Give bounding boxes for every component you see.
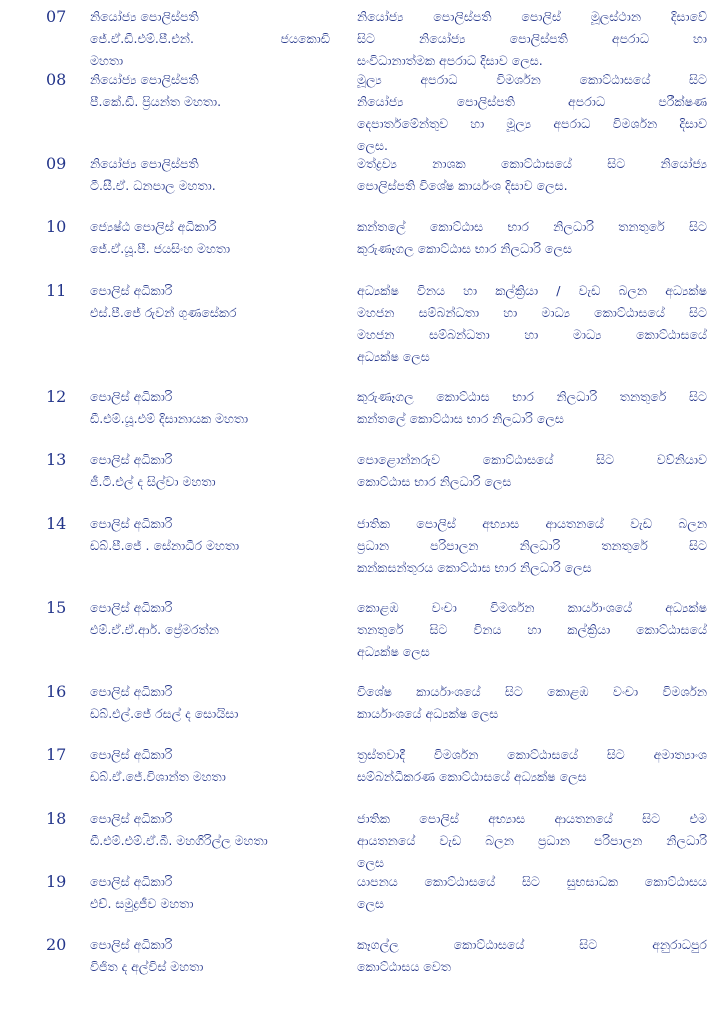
transfer-line: ලෙස xyxy=(357,896,385,911)
transfer-line: කාර්යාංශයේ අධ්‍යක්ෂ ලෙස xyxy=(357,706,499,721)
transfer-line: සම්බන්ධීකරණ කොට්ඨාසයේ අධ්‍යක්ෂ ලෙස xyxy=(357,769,587,784)
officer-name-part: ජයකොඩි xyxy=(280,31,330,46)
transfer-line: අධ්‍යක්ෂ ලෙස xyxy=(357,644,430,659)
officer-name: ඩී.එම්.එම්.ඒ.බී. මහගිරිල්ල මහතා xyxy=(90,833,268,848)
transfer-line: කුරුණෑගල කොට්ඨාස භාර නිලධාරි ලෙස xyxy=(357,241,572,256)
officer-title: නියෝජ්‍ය පොලිස්පති xyxy=(90,72,199,87)
officer-column xyxy=(90,681,330,725)
transfer-description xyxy=(357,449,707,493)
entry-number: 09 xyxy=(46,154,67,173)
transfer-line: දෙපාර්තමේන්තුව හා මූල්‍ය අපරාධ විමර්ශන දිසාව xyxy=(357,116,707,131)
entry-number: 14 xyxy=(46,514,67,533)
transfer-line: කන්තලේ කොට්ඨාස භාර නිලධාරි ලෙස xyxy=(357,411,564,426)
entry-number: 18 xyxy=(46,809,67,828)
officer-suffix: මහතා xyxy=(90,53,124,68)
transfer-description xyxy=(357,153,707,197)
entry-number: 20 xyxy=(46,935,67,954)
officer-name-part: ජේ.ඒ.ඩී.එම්.පී.එන්. xyxy=(90,31,194,46)
transfer-line: අධ්‍යක්ෂ විනය හා කල්ක්‍රියා / වැඩ බලන අධ්‍යක්ෂ xyxy=(357,283,707,298)
entry-number: 16 xyxy=(46,682,67,701)
transfer-line: කන්කසන්තුරය කොට්ඨාස භාර නිලධාරි ලෙස xyxy=(357,560,592,575)
officer-column xyxy=(90,513,330,557)
transfer-line: කුරුණෑගල කොට්ඨාස භාර නිලධාරි තනතුරේ සිට xyxy=(357,389,707,404)
officer-name: එම්.ඒ.ඒ.ආර්. ප්‍රේමරත්න xyxy=(90,622,219,637)
transfer-description xyxy=(357,934,707,978)
officer-column xyxy=(90,6,330,72)
transfer-line: විශේෂ කාර්යාංශයේ සිට කොළඹ වංචා විමර්ශන xyxy=(357,684,707,699)
transfer-line: ලෙස xyxy=(357,855,385,870)
officer-name: ඩී.එම්.යූ.එම් දිසානායක මහතා xyxy=(90,411,249,426)
officer-name: එච්. සමුද්‍රජීව මහතා xyxy=(90,896,194,911)
entry-number: 08 xyxy=(46,70,67,89)
entry-number: 12 xyxy=(46,387,67,406)
transfer-description xyxy=(357,280,707,368)
transfer-line: ආයතනයේ වැඩ බලන ප්‍රධාන පරිපාලන නිලධාරි xyxy=(357,833,707,848)
transfer-line: නියෝජ්‍ය පොලිස්පති පොලිස් මූලස්ථාන දිසාවේ xyxy=(357,9,707,24)
transfer-description xyxy=(357,69,707,157)
officer-column xyxy=(90,871,330,915)
officer-title: පොලිස් අධිකාරි xyxy=(90,747,173,762)
transfer-line: කොට්ඨාසය වෙත xyxy=(357,959,451,974)
officer-name: ජී.ටී.එල් ද සිල්වා මහතා xyxy=(90,474,216,489)
officer-name: පී.කේ.ඩී. ප්‍රියන්ත මහතා. xyxy=(90,94,222,109)
transfer-line: අධ්‍යක්ෂ ලෙස xyxy=(357,349,430,364)
transfer-description xyxy=(357,744,707,788)
transfer-line: ප්‍රධාන පරිපාලන නිලධාරි තනතුරේ සිට xyxy=(357,538,707,553)
transfer-line: සංවිධානාත්මක අපරාධ දිසාව ලෙස. xyxy=(357,53,543,68)
transfer-description xyxy=(357,216,707,260)
officer-title: ජ්‍යෙෂ්ඨ පොලිස් අධිකාරි xyxy=(90,219,217,234)
officer-title: පොලිස් අධිකාරි xyxy=(90,600,173,615)
officer-column xyxy=(90,280,330,324)
officer-name: විජිත ද අල්විස් මහතා xyxy=(90,959,204,974)
transfer-line: කොට්ඨාස භාර නිලධාරි ලෙස xyxy=(357,474,512,489)
officer-title: පොලිස් අධිකාරි xyxy=(90,874,173,889)
officer-title: පොලිස් අධිකාරි xyxy=(90,811,173,826)
entry-number: 17 xyxy=(46,745,67,764)
transfer-description xyxy=(357,513,707,579)
transfer-line: මත්ද්‍රව්‍ය නාශක කොට්ඨාසයේ සිට නියෝජ්‍ය xyxy=(357,156,707,171)
officer-column xyxy=(90,449,330,493)
entry-number: 07 xyxy=(46,7,67,26)
officer-column xyxy=(90,808,330,852)
officer-name xyxy=(90,28,330,50)
transfer-line: පොළොන්නරුව කොට්ඨාසයේ සිට වව්නියාව xyxy=(357,452,707,467)
transfer-description xyxy=(357,681,707,725)
officer-name: ඩබ්.ඒ.ජේ.විශාන්ත මහතා xyxy=(90,769,226,784)
transfer-line: ත්‍රස්තවාදී විමර්ශන කොට්ඨාසයේ සිට අමාත්‍යාංශ xyxy=(357,747,707,762)
entry-number: 15 xyxy=(46,598,67,617)
transfer-line: ජාතික පොලිස් අභ්‍යාස ආයතනයේ සිට එම xyxy=(357,811,707,826)
transfer-description xyxy=(357,871,707,915)
transfer-line: කෑගල්ල කොට්ඨාසයේ සිට අනුරාධපුර xyxy=(357,937,707,952)
officer-column xyxy=(90,386,330,430)
officer-title: පොලිස් අධිකාරි xyxy=(90,283,173,298)
transfer-line: කන්තලේ කොට්ඨාස භාර නිලධාරි තනතුරේ සිට xyxy=(357,219,707,234)
transfer-description xyxy=(357,6,707,72)
officer-column xyxy=(90,744,330,788)
entry-number: 11 xyxy=(46,281,67,300)
officer-title: නියෝජ්‍ය පොලිස්පති xyxy=(90,156,199,171)
officer-title: පොලිස් අධිකාරි xyxy=(90,516,173,531)
transfer-line: සිට නියෝජ්‍ය පොලිස්පති අපරාධ හා xyxy=(357,31,707,46)
officer-title: නියෝජ්‍ය පොලිස්පති xyxy=(90,9,199,24)
entry-number: 13 xyxy=(46,450,67,469)
officer-name: ඩබ්.එල්.ජේ රසල් ද සොයිසා xyxy=(90,706,239,721)
officer-column xyxy=(90,69,330,113)
transfer-line: පොලිස්පති විශේෂ කාර්යංශ දිසාව ලෙස. xyxy=(357,178,568,193)
transfer-line: මහජන සම්බන්ධතා හා මාධ්‍ය කොට්ඨාසයේ සිට xyxy=(357,305,707,320)
transfer-description xyxy=(357,808,707,874)
entry-number: 10 xyxy=(46,217,67,236)
officer-column xyxy=(90,153,330,197)
officer-name: ටී.සී.ඒ. ධනපාල මහතා. xyxy=(90,178,216,193)
officer-title: පොලිස් අධිකාරි xyxy=(90,937,173,952)
officer-name: එස්.පී.ජේ රුවන් ගුණසේකර xyxy=(90,305,237,320)
transfer-description xyxy=(357,386,707,430)
transfer-line: මහජන සම්බන්ධතා හා මාධ්‍ය කොට්ඨාසයේ xyxy=(357,327,707,342)
officer-column xyxy=(90,597,330,641)
officer-name: ජේ.ඒ.යූ.පී. ජයසිංහ මහතා xyxy=(90,241,231,256)
officer-column xyxy=(90,934,330,978)
transfer-line: නියෝජ්‍ය පොලිස්පති අපරාධ පරීක්ෂණ xyxy=(357,94,707,109)
transfer-line: යාපනය කොට්ඨාසයේ සිට සුභසාධක කොට්ඨාසය xyxy=(357,874,707,889)
transfer-line: කොළඹ වංචා විමර්ශන කාර්යාංශයේ අධ්‍යක්ෂ xyxy=(357,600,707,615)
officer-title: පොලිස් අධිකාරි xyxy=(90,389,173,404)
transfer-line: මූල්‍ය අපරාධ විමර්ශන කොට්ඨාසයේ සිට xyxy=(357,72,707,87)
entry-number: 19 xyxy=(46,872,67,891)
officer-column xyxy=(90,216,330,260)
transfer-description xyxy=(357,597,707,663)
officer-title: පොලිස් අධිකාරි xyxy=(90,452,173,467)
officer-name: ඩබ්.පී.ජේ . සේනාධීර මහතා xyxy=(90,538,240,553)
transfer-line: ලෙස. xyxy=(357,138,389,153)
officer-title: පොලිස් අධිකාරි xyxy=(90,684,173,699)
transfer-line: තනතුරේ සිට විනය හා කල්ක්‍රියා කොට්ඨාසයේ xyxy=(357,622,707,637)
transfer-line: ජාතික පොලිස් අභ්‍යාස ආයතනයේ වැඩ බලන xyxy=(357,516,707,531)
